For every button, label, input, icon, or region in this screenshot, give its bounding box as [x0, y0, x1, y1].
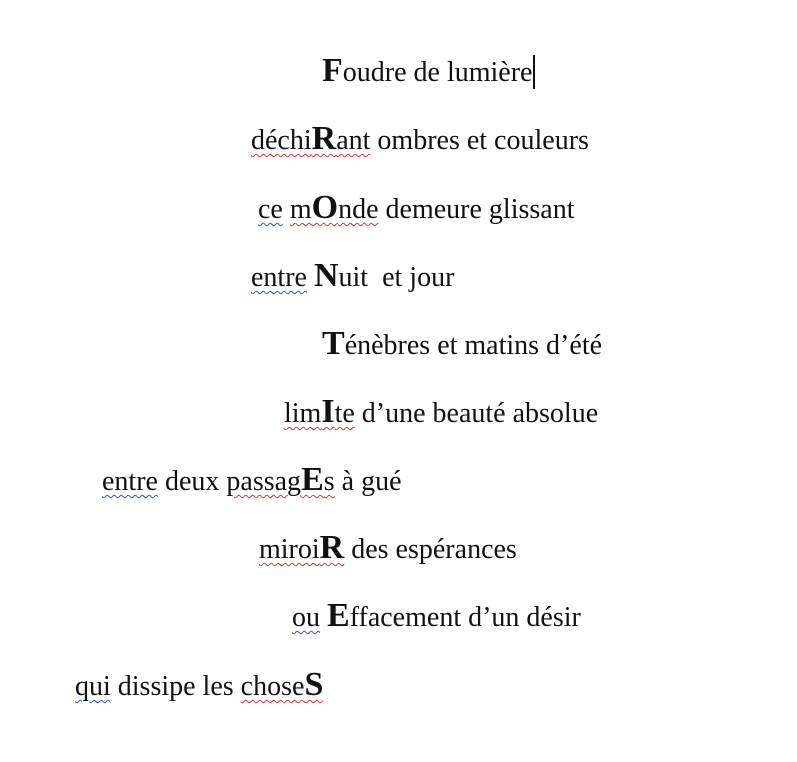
- line-text: énèbres et matins d’été: [344, 330, 603, 361]
- acrostic-letter-8: R: [319, 529, 345, 566]
- line-text: à gué: [334, 466, 402, 497]
- grammar-flagged-word: entre: [102, 466, 158, 497]
- acrostic-letter-1: F: [322, 52, 343, 89]
- grammar-flagged-word: qui: [75, 671, 111, 702]
- poem-line-10[interactable]: qui dissipe les choseS: [75, 666, 324, 703]
- poem-line-1[interactable]: [322, 54, 535, 90]
- line-text: ombres et couleurs: [370, 125, 589, 156]
- line-text: oudre de lumière: [342, 57, 533, 88]
- misspelled-word: miroiR: [259, 529, 345, 566]
- poem-line-8[interactable]: [259, 531, 517, 567]
- acrostic-letter-9: E: [327, 597, 350, 634]
- misspelled-word: choseS: [240, 666, 324, 703]
- text-cursor: [533, 55, 535, 89]
- line-text: uit et jour: [338, 262, 455, 293]
- line-text: des espérances: [344, 534, 517, 565]
- misspelled-word: déchiRant: [251, 120, 371, 157]
- grammar-flagged-word: ou: [292, 602, 320, 633]
- poem-line-6[interactable]: [284, 395, 598, 431]
- misspelled-word: limIte: [284, 393, 355, 430]
- acrostic-letter-2: R: [311, 120, 337, 157]
- acrostic-letter-3: O: [311, 189, 339, 226]
- acrostic-letter-4: N: [313, 257, 339, 294]
- poem-line-3[interactable]: [258, 191, 574, 227]
- poem-line-9[interactable]: [292, 599, 581, 635]
- poem-line-5[interactable]: [322, 327, 602, 363]
- grammar-flagged-word: ce: [258, 194, 283, 225]
- misspelled-word: passagEs: [226, 461, 335, 498]
- acrostic-letter-7: E: [301, 461, 324, 498]
- misspelled-word: mOnde: [289, 189, 379, 226]
- acrostic-letter-6: I: [321, 393, 335, 430]
- poem-line-4[interactable]: [251, 259, 454, 295]
- acrostic-letter-10: S: [304, 666, 324, 703]
- line-text: ffacement d’un désir: [349, 602, 581, 633]
- poem-line-2[interactable]: [251, 122, 589, 158]
- poem-line-7[interactable]: entre deux passagEs à gué: [102, 461, 402, 498]
- grammar-flagged-word: entre: [251, 262, 307, 293]
- line-text: demeure glissant: [378, 194, 575, 225]
- line-text: d’une beauté absolue: [354, 398, 599, 429]
- acrostic-letter-5: T: [322, 325, 345, 362]
